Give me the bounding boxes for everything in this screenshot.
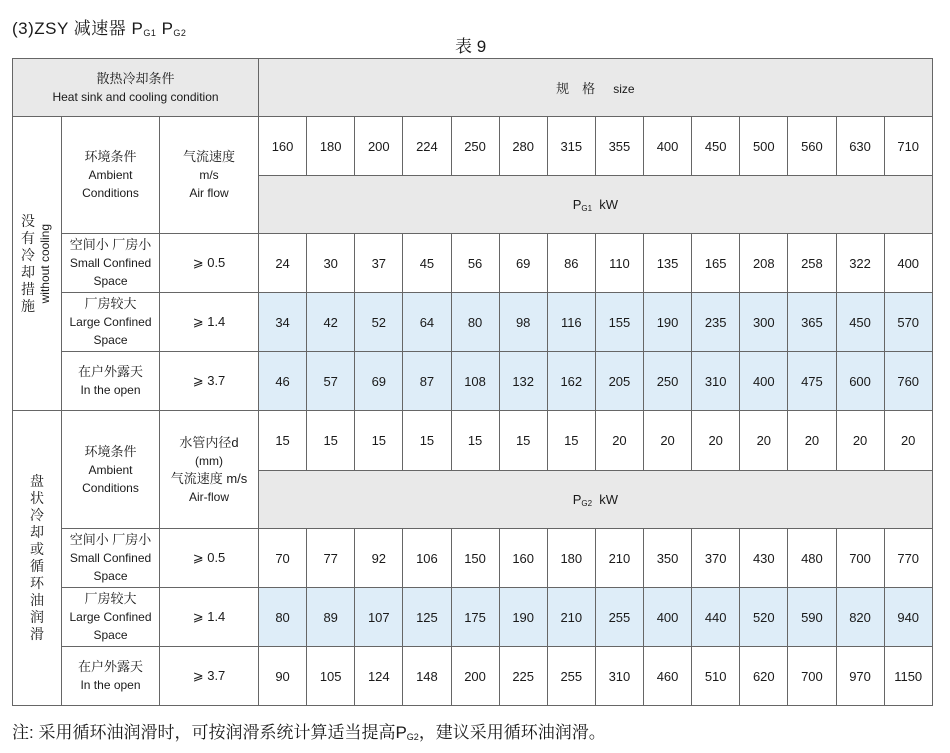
pipe-cell: 20 (836, 411, 884, 471)
header-size: 规 格 size (259, 59, 933, 117)
pipe-cell: 15 (547, 411, 595, 471)
value-cell: 300 (740, 293, 788, 352)
value-cell: 69 (499, 234, 547, 293)
value-cell: 440 (692, 588, 740, 647)
header-condition: 散热冷却条件 Heat sink and cooling condition (13, 59, 259, 117)
value-cell: 165 (692, 234, 740, 293)
value-cell: 255 (595, 588, 643, 647)
pipe-cell: 20 (692, 411, 740, 471)
value-cell: 106 (403, 529, 451, 588)
section1-flow-label: 气流速度 m/s Air flow (160, 117, 259, 234)
pipe-cell: 15 (451, 411, 499, 471)
value-cell: 700 (788, 647, 836, 706)
size-cell: 315 (547, 117, 595, 176)
value-cell: 45 (403, 234, 451, 293)
value-cell: 310 (692, 352, 740, 411)
value-cell: 400 (740, 352, 788, 411)
value-cell: 365 (788, 293, 836, 352)
value-cell: 205 (595, 352, 643, 411)
value-cell: 520 (740, 588, 788, 647)
section2-row-flow: ⩾ 3.7 (160, 647, 259, 706)
value-cell: 250 (644, 352, 692, 411)
section2-row-flow: ⩾ 1.4 (160, 588, 259, 647)
table-title: 表 9 (455, 37, 487, 56)
section2-row-label: 厂房较大 Large Confined Space (62, 588, 160, 647)
value-cell: 24 (259, 234, 307, 293)
value-cell: 175 (451, 588, 499, 647)
size-cell: 450 (692, 117, 740, 176)
section1-row-flow: ⩾ 0.5 (160, 234, 259, 293)
section1-row-flow: ⩾ 1.4 (160, 293, 259, 352)
value-cell: 370 (692, 529, 740, 588)
value-cell: 400 (884, 234, 932, 293)
value-cell: 200 (451, 647, 499, 706)
value-cell: 210 (547, 588, 595, 647)
value-cell: 400 (644, 588, 692, 647)
value-cell: 87 (403, 352, 451, 411)
section2-row-label: 在户外露天 In the open (62, 647, 160, 706)
value-cell: 52 (355, 293, 403, 352)
pipe-cell: 15 (403, 411, 451, 471)
pipe-cell: 20 (740, 411, 788, 471)
value-cell: 162 (547, 352, 595, 411)
value-cell: 57 (307, 352, 355, 411)
size-cell: 500 (740, 117, 788, 176)
value-cell: 46 (259, 352, 307, 411)
value-cell: 700 (836, 529, 884, 588)
size-cell: 280 (499, 117, 547, 176)
value-cell: 160 (499, 529, 547, 588)
section2-label: 盘状冷却或循环油润滑 (13, 411, 62, 706)
value-cell: 475 (788, 352, 836, 411)
value-cell: 480 (788, 529, 836, 588)
value-cell: 450 (836, 293, 884, 352)
value-cell: 80 (259, 588, 307, 647)
value-cell: 180 (547, 529, 595, 588)
size-cell: 355 (595, 117, 643, 176)
section1-row-label: 厂房较大 Large Confined Space (62, 293, 160, 352)
value-cell: 1150 (884, 647, 932, 706)
section1-env-label: 环境条件 Ambient Conditions (62, 117, 160, 234)
value-cell: 570 (884, 293, 932, 352)
value-cell: 620 (740, 647, 788, 706)
value-cell: 105 (307, 647, 355, 706)
value-cell: 150 (451, 529, 499, 588)
value-cell: 148 (403, 647, 451, 706)
value-cell: 820 (836, 588, 884, 647)
section2-unit: $P_{G2}$ kW (259, 471, 933, 529)
value-cell: 124 (355, 647, 403, 706)
value-cell: 255 (547, 647, 595, 706)
section1-label: 没有冷却措施 without cooling (13, 117, 62, 411)
value-cell: 225 (499, 647, 547, 706)
pipe-cell: 15 (499, 411, 547, 471)
section1-row-flow: ⩾ 3.7 (160, 352, 259, 411)
size-cell: 224 (403, 117, 451, 176)
section2-row-flow: ⩾ 0.5 (160, 529, 259, 588)
value-cell: 155 (595, 293, 643, 352)
pipe-cell: 15 (259, 411, 307, 471)
value-cell: 190 (499, 588, 547, 647)
pipe-cell: 20 (595, 411, 643, 471)
value-cell: 42 (307, 293, 355, 352)
section2-pipe-label: 水管内径d (mm) 气流速度 m/s Air-flow (160, 411, 259, 529)
value-cell: 69 (355, 352, 403, 411)
value-cell: 37 (355, 234, 403, 293)
value-cell: 510 (692, 647, 740, 706)
value-cell: 208 (740, 234, 788, 293)
value-cell: 107 (355, 588, 403, 647)
value-cell: 770 (884, 529, 932, 588)
section1-row-label: 在户外露天 In the open (62, 352, 160, 411)
section1-unit: $P_{G1}$ kW (259, 176, 933, 234)
size-cell: 160 (259, 117, 307, 176)
power-rating-table (12, 58, 933, 706)
value-cell: 98 (499, 293, 547, 352)
size-cell: 630 (836, 117, 884, 176)
value-cell: 310 (595, 647, 643, 706)
value-cell: 64 (403, 293, 451, 352)
section-heading: (3)ZSY 减速器 $P_{G1}$ $P_{G2}$ (12, 19, 187, 38)
value-cell: 116 (547, 293, 595, 352)
value-cell: 190 (644, 293, 692, 352)
value-cell: 90 (259, 647, 307, 706)
section1-row-label: 空间小 厂房小 Small Confined Space (62, 234, 160, 293)
size-cell: 250 (451, 117, 499, 176)
size-cell: 400 (644, 117, 692, 176)
value-cell: 940 (884, 588, 932, 647)
footnote: 注: 采用循环油润滑时，可按润滑系统计算适当提高$P_{G2}$，建议采用循环油润滑。 (12, 723, 606, 742)
pipe-cell: 20 (788, 411, 836, 471)
value-cell: 110 (595, 234, 643, 293)
value-cell: 89 (307, 588, 355, 647)
pipe-cell: 20 (644, 411, 692, 471)
value-cell: 590 (788, 588, 836, 647)
value-cell: 125 (403, 588, 451, 647)
size-cell: 200 (355, 117, 403, 176)
size-cell: 180 (307, 117, 355, 176)
value-cell: 258 (788, 234, 836, 293)
section2-row-label: 空间小 厂房小 Small Confined Space (62, 529, 160, 588)
value-cell: 132 (499, 352, 547, 411)
value-cell: 322 (836, 234, 884, 293)
value-cell: 92 (355, 529, 403, 588)
value-cell: 350 (644, 529, 692, 588)
value-cell: 430 (740, 529, 788, 588)
value-cell: 235 (692, 293, 740, 352)
value-cell: 80 (451, 293, 499, 352)
size-cell: 560 (788, 117, 836, 176)
value-cell: 30 (307, 234, 355, 293)
value-cell: 210 (595, 529, 643, 588)
size-cell: 710 (884, 117, 932, 176)
section2-env-label: 环境条件 Ambient Conditions (62, 411, 160, 529)
pipe-cell: 15 (307, 411, 355, 471)
value-cell: 70 (259, 529, 307, 588)
value-cell: 760 (884, 352, 932, 411)
value-cell: 600 (836, 352, 884, 411)
pipe-cell: 15 (355, 411, 403, 471)
value-cell: 135 (644, 234, 692, 293)
value-cell: 86 (547, 234, 595, 293)
value-cell: 56 (451, 234, 499, 293)
pipe-cell: 20 (884, 411, 932, 471)
value-cell: 34 (259, 293, 307, 352)
value-cell: 970 (836, 647, 884, 706)
value-cell: 108 (451, 352, 499, 411)
value-cell: 460 (644, 647, 692, 706)
value-cell: 77 (307, 529, 355, 588)
